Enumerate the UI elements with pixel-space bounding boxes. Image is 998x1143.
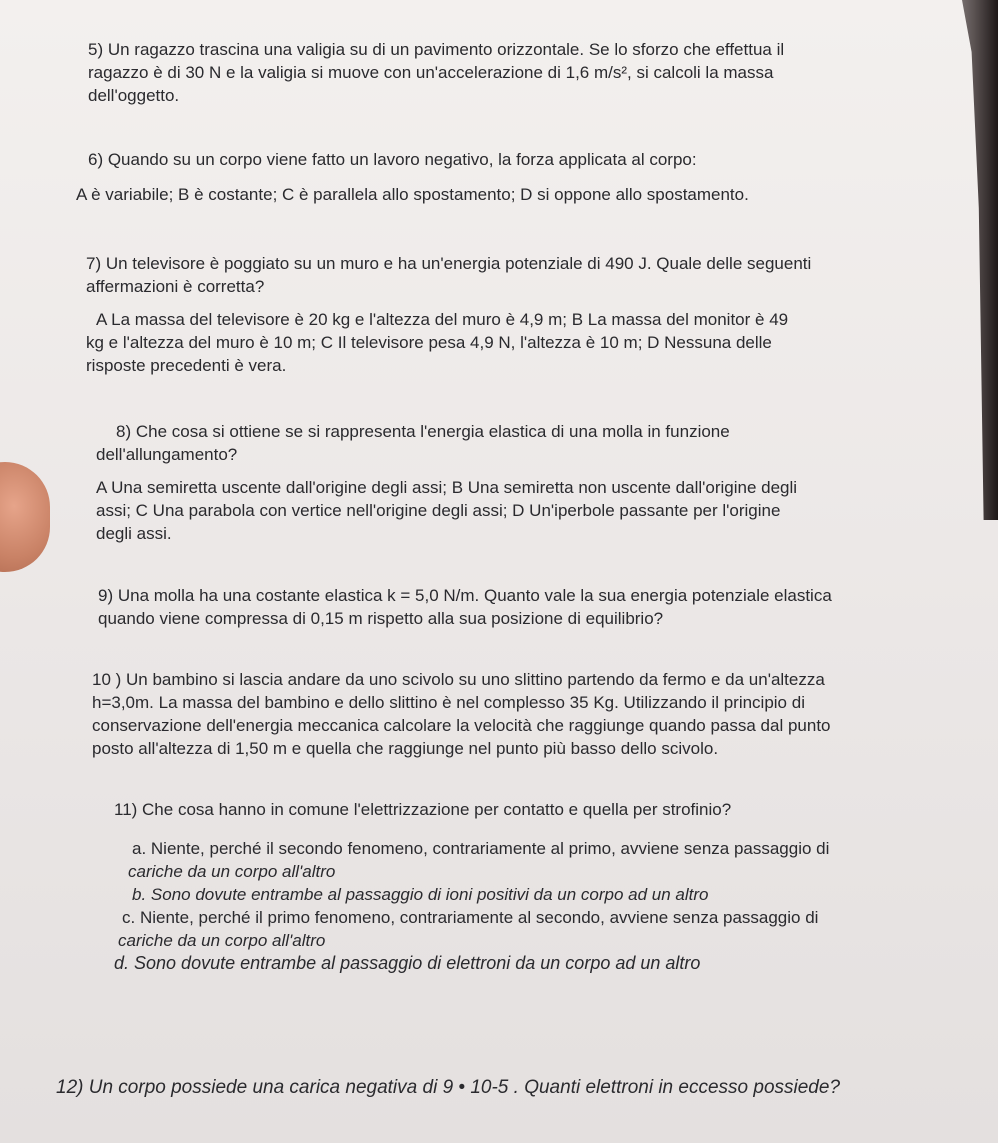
q11-option-b: b. Sono dovute entrambe al passaggio di ioni positivi da un corpo ad un altro bbox=[132, 885, 709, 904]
q9-line-1: 9) Una molla ha una costante elastica k = 5,0 N/m. Quanto vale la sua energia potenziale elastica bbox=[98, 586, 832, 605]
finger-photo bbox=[0, 462, 50, 572]
q5-line-2: ragazzo è di 30 N e la valigia si muove con un'accelerazione di 1,6 m/s², si calcoli la massa bbox=[88, 63, 774, 82]
q7-line-2: affermazioni è corretta? bbox=[86, 277, 265, 296]
q10-line-2: h=3,0m. La massa del bambino e dello slittino è nel complesso 35 Kg. Utilizzando il principio di bbox=[92, 693, 805, 712]
q11-option-c-cont: cariche da un corpo all'altro bbox=[118, 931, 326, 950]
q7-line-3: A La massa del televisore è 20 kg e l'altezza del muro è 4,9 m; B La massa del monitor è 49 bbox=[96, 310, 789, 329]
q8-line-5: degli assi. bbox=[96, 524, 172, 543]
q11-option-d: d. Sono dovute entrambe al passaggio di elettroni da un corpo ad un altro bbox=[114, 953, 701, 973]
q8-line-1: 8) Che cosa si ottiene se si rappresenta l'energia elastica di una molla in funzione bbox=[116, 422, 730, 441]
q11-question: 11) Che cosa hanno in comune l'elettrizzazione per contatto e quella per strofinio? bbox=[114, 800, 732, 819]
question-9 bbox=[98, 584, 832, 630]
question-8 bbox=[96, 420, 797, 545]
question-11 bbox=[114, 798, 830, 975]
q11-option-c: c. Niente, perché il primo fenomeno, contrariamente al secondo, avviene senza passaggio di bbox=[122, 908, 819, 927]
q10-line-1: 10 ) Un bambino si lascia andare da uno scivolo su uno slittino partendo da fermo e da un'altezza bbox=[92, 670, 825, 689]
question-5 bbox=[88, 38, 784, 107]
q10-line-4: posto all'altezza di 1,50 m e quella che raggiunge nel punto più basso dello scivolo. bbox=[92, 739, 719, 758]
question-10 bbox=[92, 668, 831, 760]
question-6 bbox=[76, 148, 761, 206]
q11-option-a-cont: cariche da un corpo all'altro bbox=[128, 862, 336, 881]
q5-line-1: 5) Un ragazzo trascina una valigia su di un pavimento orizzontale. Se lo sforzo che effettua il bbox=[88, 40, 785, 59]
q8-line-3: A Una semiretta uscente dall'origine degli assi; B Una semiretta non uscente dall'origine degli bbox=[96, 478, 798, 497]
background-shadow bbox=[878, 0, 998, 520]
q7-line-1: 7) Un televisore è poggiato su un muro e ha un'energia potenziale di 490 J. Quale delle seguenti bbox=[86, 254, 812, 273]
question-7 bbox=[86, 252, 811, 377]
q8-line-4: assi; C Una parabola con vertice nell'origine degli assi; D Un'iperbole passante per l'origine bbox=[96, 501, 781, 520]
q10-line-3: conservazione dell'energia meccanica calcolare la velocità che raggiunge quando passa dal punto bbox=[92, 716, 831, 735]
question-12 bbox=[56, 1076, 840, 1099]
q7-line-5: risposte precedenti è vera. bbox=[86, 356, 287, 375]
q6-options: A è variabile; B è costante; C è parallela allo spostamento; D si oppone allo spostamento. bbox=[76, 185, 749, 204]
q5-line-3: dell'oggetto. bbox=[88, 86, 180, 105]
q8-line-2: dell'allungamento? bbox=[96, 445, 238, 464]
q7-line-4: kg e l'altezza del muro è 10 m; C Il televisore pesa 4,9 N, l'altezza è 10 m; D Nessuna delle bbox=[86, 333, 772, 352]
q6-line-1: 6) Quando su un corpo viene fatto un lavoro negativo, la forza applicata al corpo: bbox=[88, 150, 697, 169]
q9-line-2: quando viene compressa di 0,15 m rispetto alla sua posizione di equilibrio? bbox=[98, 609, 664, 628]
q12-text: 12) Un corpo possiede una carica negativa di 9 • 10-5 . Quanti elettroni in eccesso possiede? bbox=[56, 1077, 841, 1098]
q11-option-a: a. Niente, perché il secondo fenomeno, contrariamente al primo, avviene senza passaggio di bbox=[132, 839, 830, 858]
